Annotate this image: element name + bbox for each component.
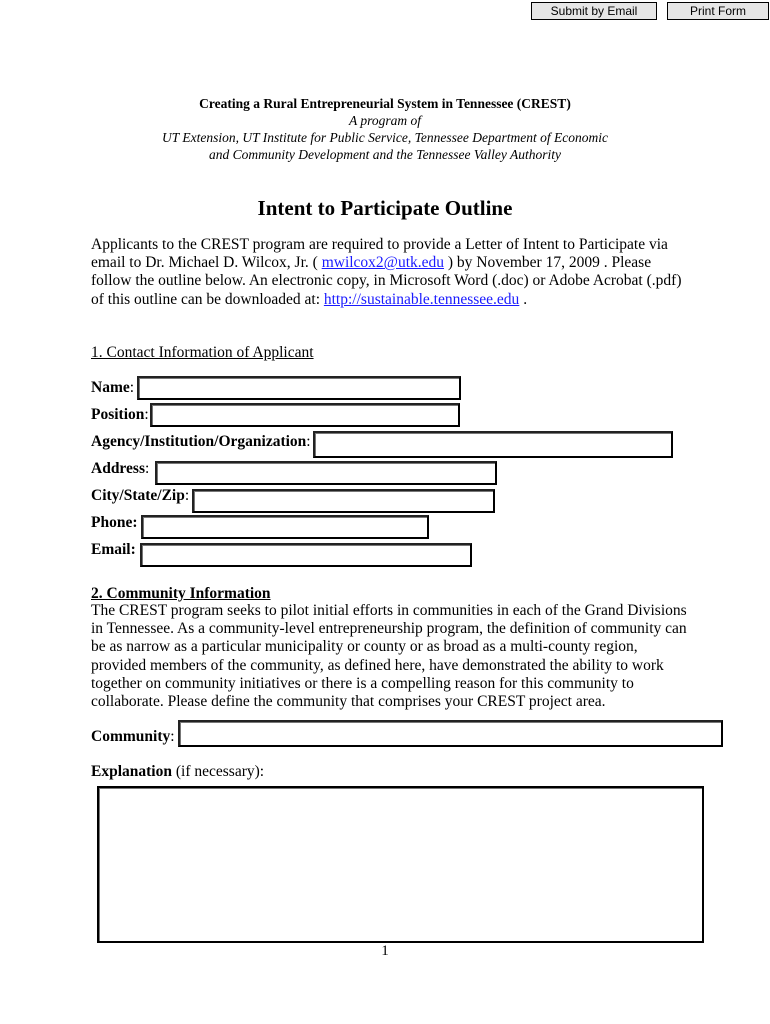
program-partners-line1: UT Extension, UT Institute for Public Service, Tennessee Department of Economic [162, 130, 608, 145]
section2-heading: 2. Community Information [91, 585, 271, 602]
name-input[interactable] [137, 376, 461, 400]
address-input[interactable] [155, 461, 497, 485]
address-label: Address: [91, 460, 150, 477]
intro-paragraph [91, 236, 691, 309]
email-link[interactable]: mwilcox2@utk.edu [321, 254, 445, 272]
intro-text-1: Applicants to the CREST program are required to provide a Letter of Intent to Participate via email to Dr. Michael D. Wilcox, Jr. ( [91, 236, 668, 272]
section1-heading: 1. Contact Information of Applicant [91, 344, 314, 361]
community-label: Community: [91, 728, 175, 745]
name-label: Name: [91, 379, 135, 396]
phone-label: Phone: [91, 514, 138, 531]
position-input[interactable] [150, 403, 460, 427]
explanation-label: Explanation (if necessary): [91, 763, 265, 780]
city-state-zip-label: City/State/Zip: [91, 487, 190, 504]
city-state-zip-input[interactable] [192, 489, 495, 513]
page-number: 1 [381, 943, 389, 959]
email-label: Email: [91, 541, 136, 558]
print-form-button[interactable]: Print Form [667, 2, 769, 20]
email-input[interactable] [140, 543, 472, 567]
agency-input[interactable] [313, 431, 673, 458]
position-label: Position: [91, 406, 149, 423]
phone-input[interactable] [141, 515, 429, 539]
community-input[interactable] [178, 720, 723, 747]
agency-label: Agency/Institution/Organization: [91, 433, 311, 450]
website-link[interactable]: http://sustainable.tennessee.edu [323, 290, 520, 308]
program-title: Creating a Rural Entrepreneurial System in Tennessee (CREST) [199, 96, 571, 111]
program-of: A program of [348, 113, 421, 128]
submit-by-email-button[interactable]: Submit by Email [531, 2, 657, 20]
intro-text-3: . [519, 290, 528, 308]
explanation-textarea[interactable] [97, 786, 704, 943]
program-partners-line2: and Community Development and the Tennessee Valley Authority [208, 147, 562, 162]
intro-text-2: ) by November 17, 2009 . Please follow the outline below. An electronic copy, in Microsoft Word (.doc) or Adobe Acrobat (.pdf) of this outline can be downloaded at: [91, 254, 682, 308]
page-title: Intent to Participate Outline [257, 196, 513, 220]
section2-body: The CREST program seeks to pilot initial efforts in communities in each of the Grand Divisions in Tennessee. As a community-level entrepreneurship program, the definition of community can be as narrow as a particular municipality or county or as broad as a multi-county region, provided members of the community, as defined here, have demonstrated the ability to work together on community initiatives or there is a compelling reason for this community to collaborate. Please define the community that comprises your CREST project area. [91, 602, 687, 711]
